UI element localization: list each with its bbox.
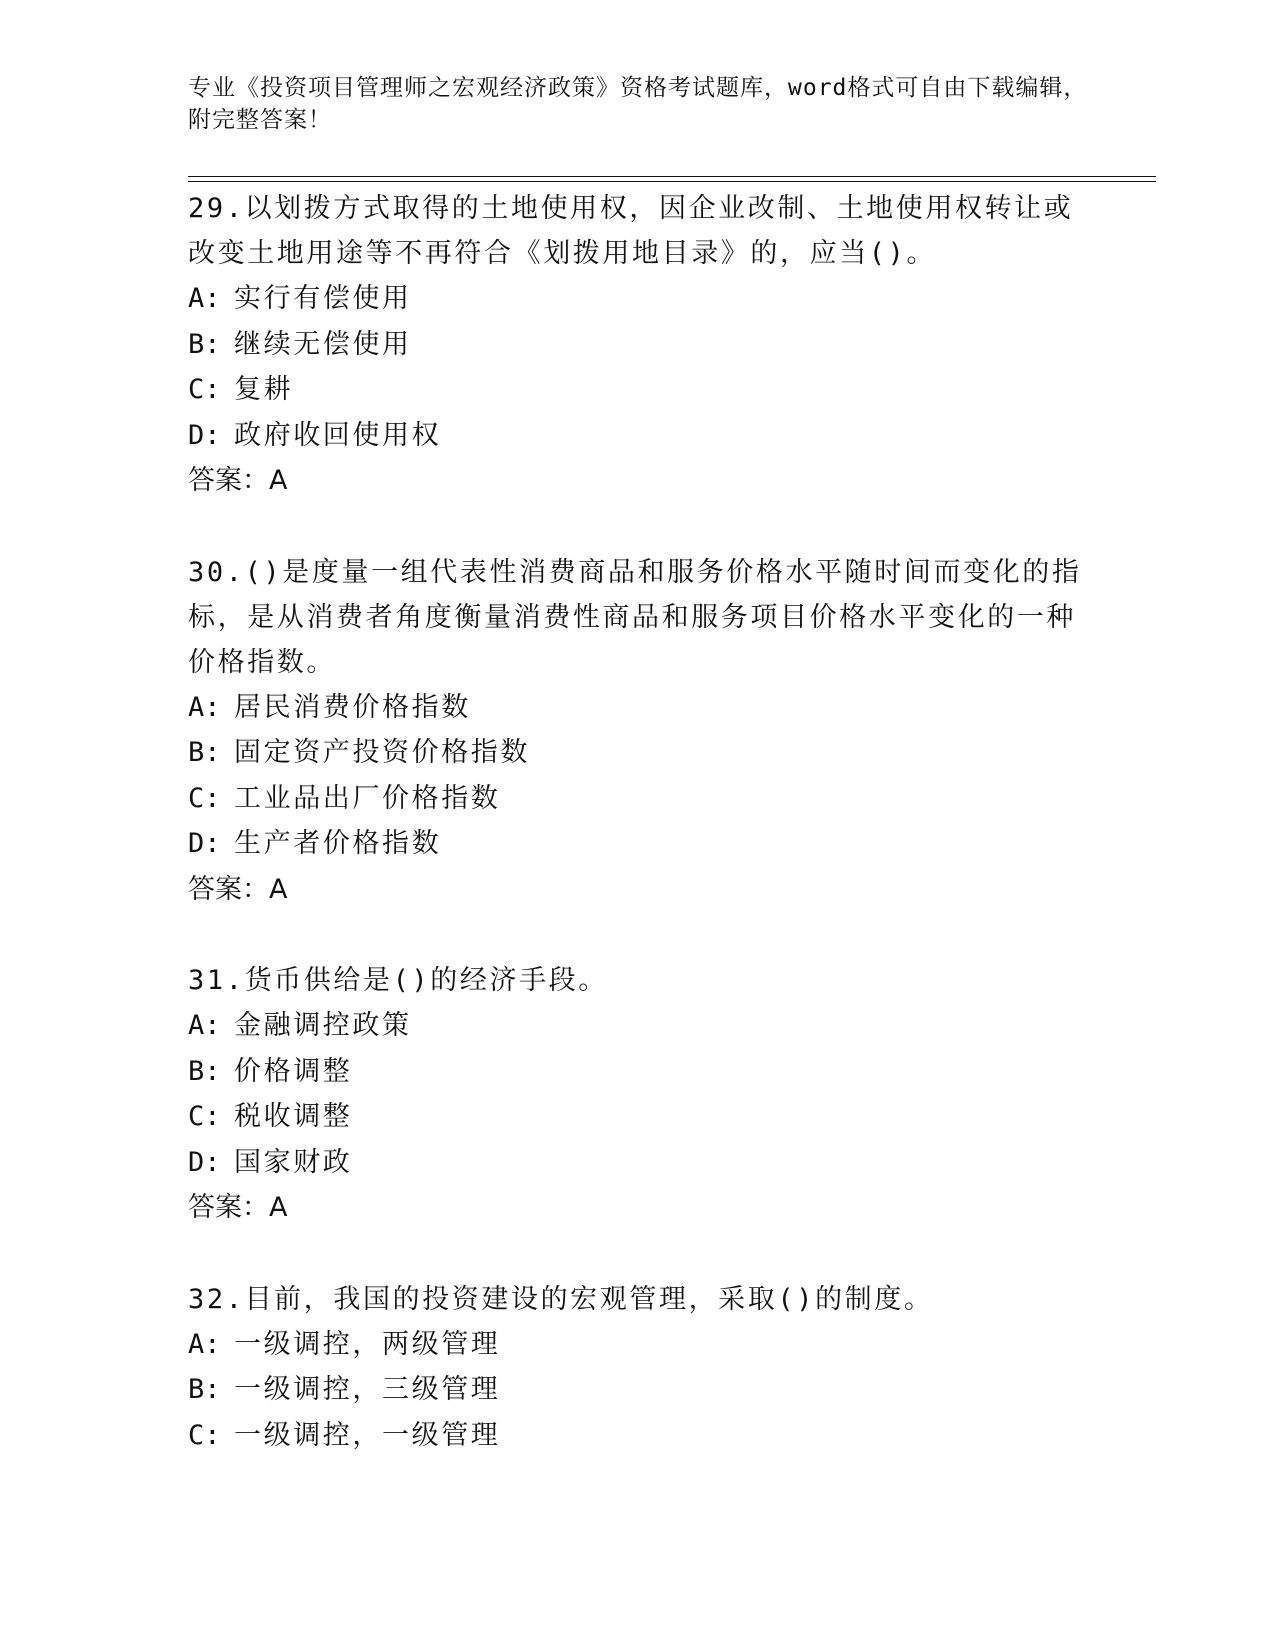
option-letter: A: bbox=[188, 283, 221, 314]
option-letter: C: bbox=[188, 782, 221, 814]
answer-line: 答案：A bbox=[188, 465, 288, 496]
option-text: 政府收回使用权 bbox=[234, 419, 442, 451]
option-letter: C: bbox=[188, 1101, 221, 1132]
document-header: 专业《投资项目管理师之宏观经济政策》资格考试题库，word格式可自由下载编辑，附完整答案！ bbox=[188, 75, 1088, 133]
option-c bbox=[188, 1413, 1088, 1459]
option-text: 价格调整 bbox=[234, 1055, 353, 1087]
header-rule-bottom bbox=[188, 181, 1156, 182]
option-text: 继续无偿使用 bbox=[234, 328, 412, 360]
option-d bbox=[188, 1140, 1088, 1186]
answer-line: 答案：A bbox=[188, 873, 288, 905]
option-b bbox=[188, 730, 1088, 776]
option-c bbox=[188, 776, 1088, 822]
option-letter: C: bbox=[188, 374, 221, 405]
option-text: 居民消费价格指数 bbox=[234, 691, 471, 723]
option-letter: A: bbox=[188, 1328, 221, 1360]
option-letter: B: bbox=[188, 737, 221, 768]
option-text: 固定资产投资价格指数 bbox=[234, 737, 530, 768]
question-stem: 32.目前，我国的投资建设的宏观管理，采取()的制度。 bbox=[188, 1283, 934, 1315]
question-32 bbox=[188, 1277, 1088, 1459]
option-letter: B: bbox=[188, 1055, 221, 1087]
option-text: 国家财政 bbox=[234, 1146, 353, 1178]
question-stem: 29.以划拨方式取得的土地使用权，因企业改制、土地使用权转让或改变土地用途等不再符合《划拨用地目录》的，应当()。 bbox=[188, 193, 1074, 269]
option-letter: C: bbox=[188, 1419, 221, 1451]
option-text: 生产者价格指数 bbox=[234, 828, 442, 859]
option-text: 一级调控，两级管理 bbox=[234, 1328, 501, 1360]
option-text: 复耕 bbox=[234, 374, 294, 405]
option-letter: B: bbox=[188, 1374, 221, 1405]
question-stem: 30.()是度量一组代表性消费商品和服务价格水平随时间而变化的指标，是从消费者角度衡量消费性商品和服务项目价格水平变化的一种价格指数。 bbox=[188, 556, 1082, 678]
question-30 bbox=[188, 550, 1088, 913]
answer-line: 答案：A bbox=[188, 1192, 288, 1223]
option-text: 金融调控政策 bbox=[234, 1010, 412, 1041]
option-letter: D: bbox=[188, 828, 221, 859]
option-letter: A: bbox=[188, 1010, 221, 1041]
option-b bbox=[188, 322, 1088, 368]
option-text: 工业品出厂价格指数 bbox=[234, 782, 501, 814]
option-d bbox=[188, 413, 1088, 459]
question-list bbox=[188, 186, 1088, 1504]
option-c bbox=[188, 1094, 1088, 1140]
option-letter: B: bbox=[188, 328, 221, 360]
option-a bbox=[188, 685, 1088, 731]
question-stem: 31.货币供给是()的经济手段。 bbox=[188, 965, 608, 996]
question-31 bbox=[188, 958, 1088, 1231]
option-a bbox=[188, 1322, 1088, 1368]
option-letter: A: bbox=[188, 691, 221, 723]
option-a bbox=[188, 276, 1088, 322]
option-letter: D: bbox=[188, 1146, 221, 1178]
option-b bbox=[188, 1049, 1088, 1095]
option-letter: D: bbox=[188, 419, 221, 451]
option-text: 一级调控，一级管理 bbox=[234, 1419, 501, 1451]
header-rule-top bbox=[188, 176, 1156, 177]
option-text: 一级调控，三级管理 bbox=[234, 1374, 501, 1405]
option-text: 实行有偿使用 bbox=[234, 283, 412, 314]
option-c bbox=[188, 367, 1088, 413]
option-b bbox=[188, 1367, 1088, 1413]
option-a bbox=[188, 1003, 1088, 1049]
question-29 bbox=[188, 186, 1088, 504]
option-d bbox=[188, 821, 1088, 867]
option-text: 税收调整 bbox=[234, 1101, 353, 1132]
